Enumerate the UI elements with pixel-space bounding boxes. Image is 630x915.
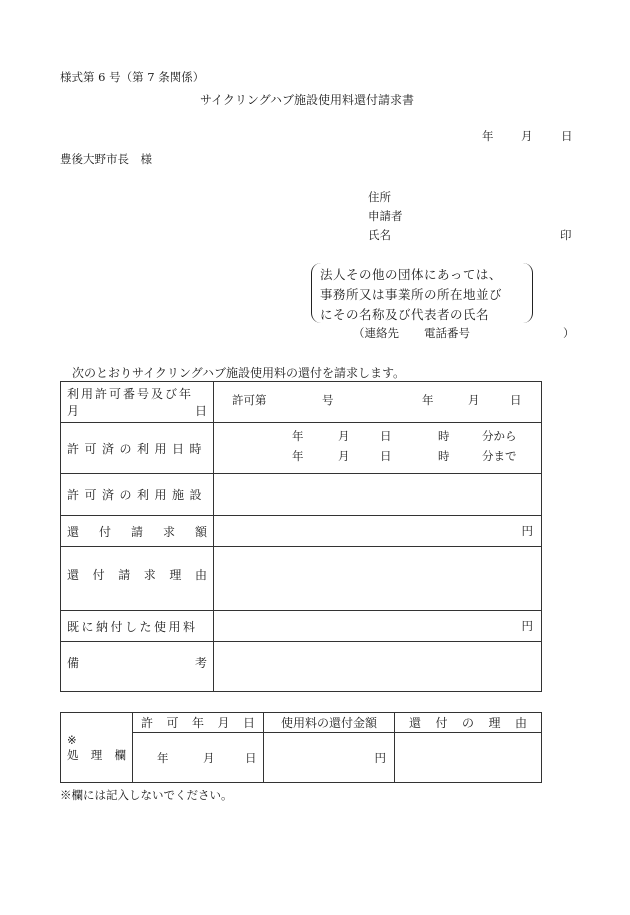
from-hour: 時 <box>438 429 450 443</box>
proc-refund-amount-field[interactable] <box>264 733 395 783</box>
header-char: 還 <box>409 716 422 730</box>
refund-amount-header: 使用料の還付金額 <box>264 713 395 733</box>
name-label: 氏名 <box>368 228 391 242</box>
paid-fee-label: 既に納付した使用料 <box>61 611 214 642</box>
paid-fee-field[interactable] <box>214 611 542 642</box>
table-row <box>61 516 542 547</box>
table-row <box>61 382 542 423</box>
label-char: 請 <box>130 524 143 539</box>
permit-month-label: 月 <box>67 404 80 418</box>
permit-day-label: 日 <box>194 404 207 418</box>
processing-mark: ※ <box>67 732 77 747</box>
table-row <box>61 423 542 474</box>
remarks-field[interactable] <box>214 642 542 692</box>
to-minute: 分まで <box>482 449 517 463</box>
header-char: の <box>461 716 474 730</box>
header-char: 可 <box>166 716 179 730</box>
processing-table <box>60 712 542 783</box>
from-minute: 分から <box>482 429 517 443</box>
header-char: 理 <box>488 716 501 730</box>
header-char: 年 <box>191 716 204 730</box>
permit-number-label: 利用許可番号及び年 <box>67 387 194 401</box>
refund-reason-header <box>395 713 542 733</box>
to-year: 年 <box>292 449 304 463</box>
usage-facility-field[interactable] <box>214 474 542 516</box>
document-title: サイクリングハブ施設使用料還付請求書 <box>200 93 414 107</box>
label-char: 考 <box>194 656 207 670</box>
form-number: 様式第 6 号（第 7 条関係） <box>60 70 205 84</box>
addressee: 豊後大野市長 様 <box>60 152 152 166</box>
label-char: 求 <box>162 524 175 539</box>
yen-unit: 円 <box>521 619 533 633</box>
to-day: 日 <box>380 449 392 463</box>
table-row <box>61 713 542 733</box>
label-char: 由 <box>194 568 207 582</box>
label-char: 付 <box>98 524 111 539</box>
refund-reason-label <box>61 547 214 611</box>
table-row <box>61 611 542 642</box>
label-char: 備 <box>67 656 80 670</box>
date-year: 年 <box>482 129 494 143</box>
label-char: 欄 <box>114 747 126 762</box>
to-month: 月 <box>338 449 350 463</box>
refund-reason-field[interactable] <box>214 547 542 611</box>
header-char: 由 <box>514 716 527 730</box>
label-char: 還 <box>67 568 80 582</box>
permit-number-label-cell <box>61 382 214 423</box>
permit-prefix: 許可第 <box>232 393 267 407</box>
header-char: 許 <box>141 716 154 730</box>
table-row <box>61 474 542 516</box>
seal-mark: 印 <box>560 228 572 242</box>
permit-day: 日 <box>510 393 522 407</box>
proc-month: 月 <box>203 750 215 765</box>
permit-date-field[interactable] <box>133 733 264 783</box>
address-label: 住所 <box>368 190 391 204</box>
label-char: 額 <box>194 524 207 539</box>
remarks-label <box>61 642 214 692</box>
proc-day: 日 <box>245 750 257 765</box>
corporate-note-line3: にその名称及び代表者の氏名 <box>320 307 490 322</box>
table-row <box>61 547 542 611</box>
contact-close: ） <box>563 326 575 340</box>
permit-year: 年 <box>422 393 434 407</box>
refund-amount-field[interactable] <box>214 516 542 547</box>
header-char: 日 <box>242 716 255 730</box>
to-hour: 時 <box>438 449 450 463</box>
yen-unit: 円 <box>521 524 533 538</box>
label-char: 理 <box>90 747 103 762</box>
applicant-label: 申請者 <box>368 209 403 223</box>
usage-facility-label: 許可済の利用施設 <box>61 474 214 516</box>
footnote: ※欄には記入しないでください。 <box>60 788 233 802</box>
label-char: 理 <box>169 568 182 582</box>
corporate-note-line1: 法人その他の団体にあっては、 <box>320 267 502 282</box>
permit-no-suffix: 号 <box>322 393 334 407</box>
label-char: 処 <box>67 747 79 762</box>
phone-label: 電話番号 <box>424 326 470 340</box>
date-day: 日 <box>561 129 573 143</box>
yen-unit: 円 <box>374 750 386 765</box>
corporate-note-line2: 事務所又は事業所の所在地並び <box>320 287 503 302</box>
label-char: 還 <box>67 524 80 539</box>
from-year: 年 <box>292 429 304 443</box>
table-row <box>61 733 542 783</box>
permit-date-header <box>133 713 264 733</box>
processing-label <box>61 713 133 783</box>
header-char: 月 <box>217 716 230 730</box>
from-month: 月 <box>338 429 350 443</box>
permit-number-field[interactable] <box>214 382 542 423</box>
table-row <box>61 642 542 692</box>
proc-refund-reason-field[interactable] <box>395 733 542 783</box>
usage-datetime-label: 許可済の利用日時 <box>61 423 214 474</box>
label-char: 請 <box>118 568 131 582</box>
permit-month: 月 <box>468 393 480 407</box>
label-char: 付 <box>92 568 105 582</box>
date-month: 月 <box>521 129 533 143</box>
refund-amount-label <box>61 516 214 547</box>
refund-request-table <box>60 381 542 692</box>
intro-text: 次のとおりサイクリングハブ施設使用料の還付を請求します。 <box>72 366 406 380</box>
label-char: 求 <box>143 568 156 582</box>
header-char: 付 <box>435 716 448 730</box>
usage-datetime-field[interactable] <box>214 423 542 474</box>
proc-year: 年 <box>157 750 169 765</box>
contact-label: （連絡先 <box>353 326 399 340</box>
from-day: 日 <box>380 429 392 443</box>
